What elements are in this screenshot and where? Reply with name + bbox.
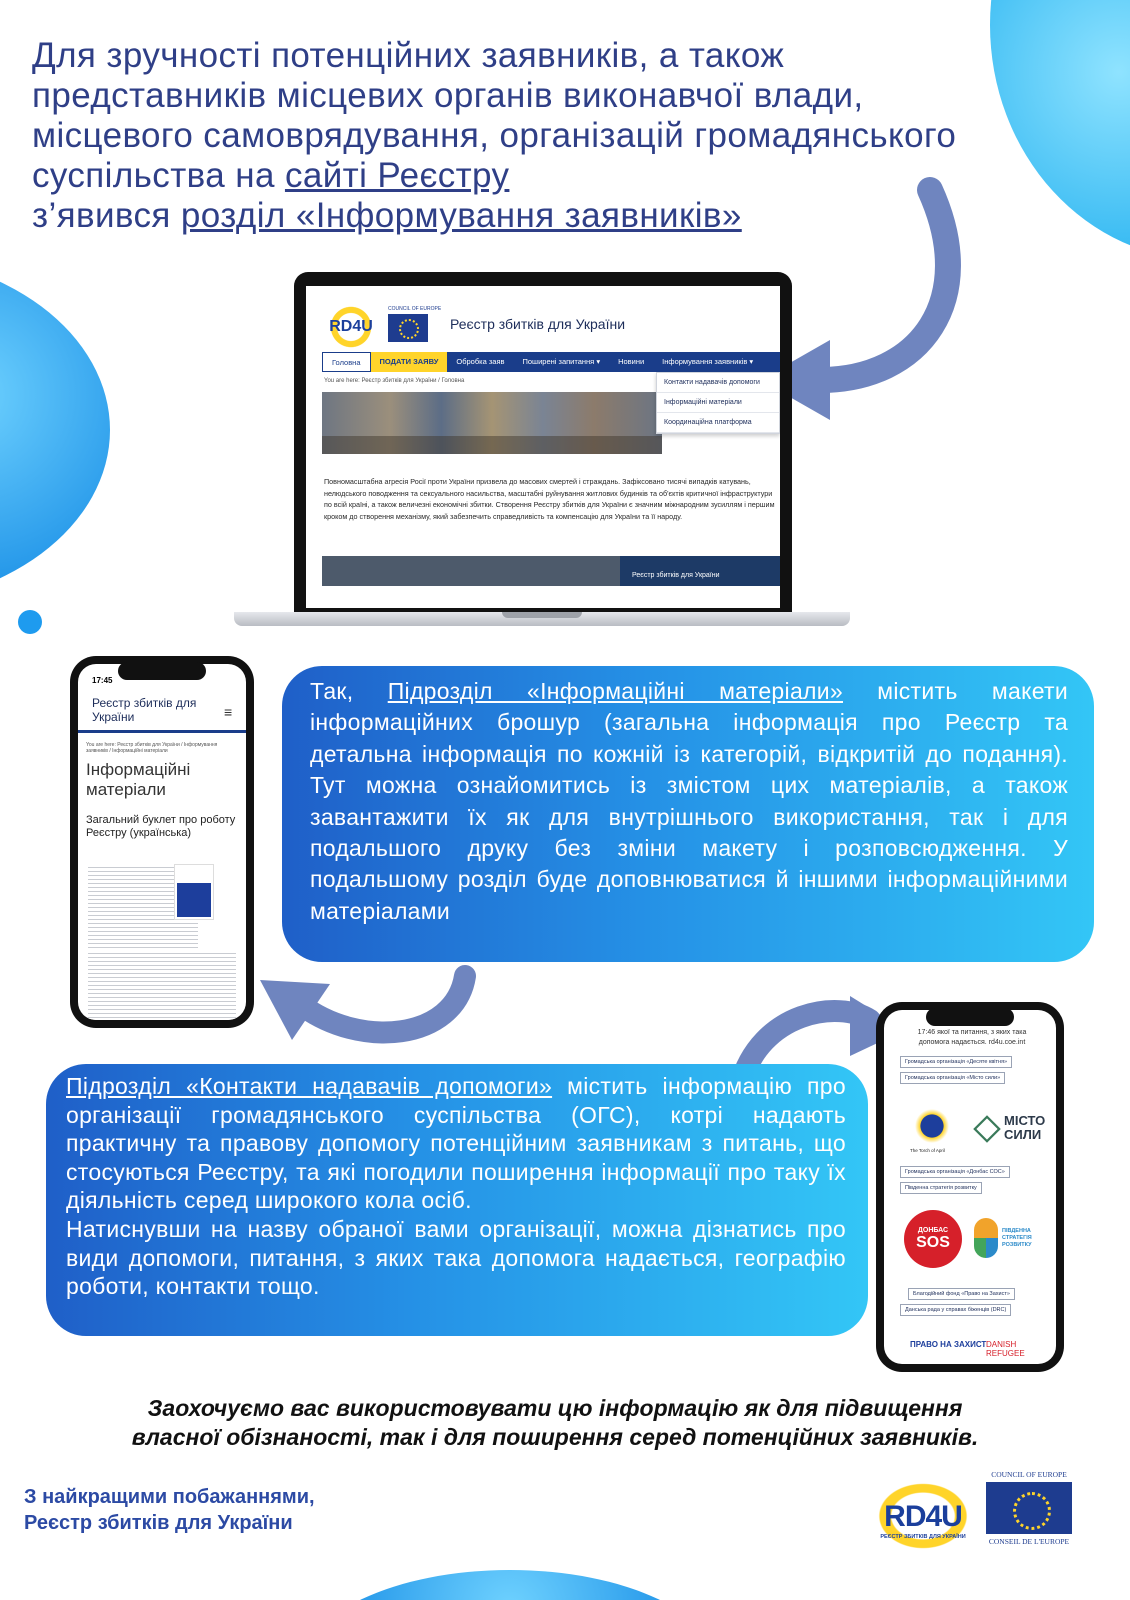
signoff (24, 1484, 315, 1536)
decorative-circle-top-right (990, 0, 1130, 260)
phone-dynamic-island (926, 1008, 1014, 1026)
phone2-header-text: 17:46 якої та питання, з яких така допомога надається. rd4u.coe.int (917, 1029, 1027, 1046)
phone-site-title: Реєстр збитків для України (92, 696, 197, 724)
rd4u-logo[interactable]: RD4U (324, 306, 378, 348)
phone-nav-bar (78, 730, 246, 733)
nav-inform-applicants[interactable]: Інформування заявників ▾ (662, 357, 754, 366)
nav-processing[interactable]: Обробка заяв (456, 357, 505, 366)
contacts-info-box (46, 1064, 868, 1336)
banner-photo (322, 392, 662, 454)
misto-syly-logo[interactable]: МІСТО СИЛИ (974, 1114, 1046, 1144)
phone-contacts-mockup (876, 1002, 1064, 1372)
breadcrumb: You are here: Реєстр збитків для України / Головна (324, 378, 465, 384)
org-button-donbas-sos[interactable]: Громадська організація «Донбас СОС» (900, 1166, 1010, 1178)
nav-submit-claim[interactable]: ПОДАТИ ЗАЯВУ (371, 352, 448, 372)
site-nav (322, 352, 780, 372)
council-of-europe-footer-logo: COUNCIL OF EUROPE CONSEIL DE L'EUROPE (984, 1470, 1074, 1546)
headline-text: Для зручності потенційних заявників, а також представників місцевих органів виконавчої влади, місцевого самоврядування, організацій громадянського суспільства на (32, 36, 957, 195)
box2-text-p2: Натиснувши на назву обраної вами організації, можна дізнатись про види допомоги, питання, з яких така допомога надається, географію роботи, контакти тощо. (66, 1215, 846, 1300)
decorative-circle-bottom (300, 1570, 720, 1600)
status-time: 17:45 (92, 676, 113, 685)
nav-news[interactable]: Новини (618, 357, 645, 366)
org-button-pravo-na-zakhyst[interactable]: Благодійний фонд «Право на Захист» (908, 1288, 1015, 1300)
phone-breadcrumb: You are here: Реєстр збитків для України / Інформування заявників / Інформаційні матеріали (86, 742, 218, 754)
site-title: Реєстр збитків для України (450, 316, 626, 332)
danish-refugee-council-logo[interactable]: DANISH REFUGEE (986, 1340, 1025, 1358)
nav-faq[interactable]: Поширені запитання ▾ (522, 357, 601, 366)
decorative-dot (18, 610, 42, 634)
registry-site-link[interactable]: сайті Реєстру (284, 156, 510, 195)
org-button-april10[interactable]: Громадська організація «Десяте квітня» (900, 1056, 1012, 1068)
phone-page-heading: Інформаційні матеріали (86, 760, 191, 799)
phone-materials-mockup (70, 656, 254, 1028)
laptop-mockup (234, 272, 850, 632)
hamburger-menu-icon[interactable]: ≡ (224, 704, 233, 720)
rd4u-footer-logo: RD4U РЕЄСТР ЗБИТКІВ ДЛЯ УКРАЇНИ (874, 1480, 972, 1552)
site-footer-strip: Реєстр збитків для України (322, 556, 780, 586)
org-button-drc[interactable]: Данська рада у справах біженців (DRC) (900, 1304, 1011, 1316)
signoff-line2: Реєстр збитків для України (24, 1512, 293, 1534)
laptop-notch (502, 612, 582, 618)
torch-of-april-caption: The Torch of April (910, 1148, 945, 1153)
dropdown-item-contacts[interactable]: Контакти надавачів допомоги (657, 373, 779, 393)
booklet-cover-preview (174, 864, 214, 920)
phone-dynamic-island (118, 662, 206, 680)
south-strategy-logo[interactable]: ПІВДЕННА СТРАТЕГІЯ РОЗВИТКУ (974, 1218, 1054, 1258)
contacts-subsection-link[interactable]: Підрозділ «Контакти надавачів допомоги» (66, 1073, 553, 1099)
torch-of-april-logo[interactable] (912, 1106, 952, 1146)
footer-logos (874, 1470, 1074, 1590)
nav-home[interactable]: Головна (322, 352, 371, 372)
phone-screen (884, 1010, 1056, 1364)
inform-applicants-dropdown (656, 372, 780, 434)
org-button-south-strategy[interactable]: Південна стратегія розвитку (900, 1182, 982, 1194)
inform-applicants-section-link[interactable]: розділ «Інформування заявників» (180, 196, 742, 235)
dropdown-item-coordination[interactable]: Координаційна платформа (657, 413, 779, 433)
donbas-sos-logo[interactable]: ДОНБАС SOS (904, 1210, 962, 1268)
signoff-line1: З найкращими побажаннями, (24, 1486, 315, 1508)
pravo-na-zakhyst-logo[interactable]: ПРАВО НА ЗАХИСТ (910, 1340, 987, 1349)
phone-screen (78, 664, 246, 1020)
headline-text-mid: з’явився (32, 196, 181, 235)
box1-text-pre: Так, (310, 678, 388, 704)
site-intro-text: Повномасштабна агресія Росії проти України призвела до масових смертей і страждань. Зафіксовано тисячі випадків катувань, нелюдського поводження та сексуального насильства, масштабні руйнування житлових будинків та об'єктів критичної інфраструктури по всій країні, а також величезні економічні збитки. Створення Реєстру збитків для України є значним міжнародним зусиллям і першим кроком до створення механізму, який забезпечить справедливість та компенсацію для України та її народу. (324, 477, 775, 521)
closing-message: Заохочуємо вас використовувати цю інформацію як для підвищення власної обізнаності, так і для поширення серед потенційних заявників. (131, 1395, 979, 1450)
materials-subsection-link[interactable]: Підрозділ «Інформаційні матеріали» (387, 678, 843, 704)
council-of-europe-logo: COUNCIL OF EUROPE (388, 306, 436, 348)
laptop-screen (306, 286, 780, 608)
arrow-to-phone1 (240, 940, 490, 1070)
dropdown-item-materials[interactable]: Інформаційні матеріали (657, 393, 779, 413)
booklet-preview-page2 (88, 950, 236, 1020)
box1-text: містить макети інформаційних брошур (загальна інформація про Реєстр та детальна інформація по кожній із категорій, відкритій до подання). Тут можна ознайомитись із змістом цих матеріалів, а також завантажити їх як для внутрішнього використання, так і для подальшого друку без зміни макету і розповсюдження. У подальшому розділ буде доповнюватися й іншими інформаційними матеріалами (310, 678, 1069, 924)
materials-info-box (282, 666, 1094, 962)
org-button-misto-syly[interactable]: Громадська організація «Місто сили» (900, 1072, 1005, 1084)
booklet-link[interactable]: Загальний буклет про роботу Реєстру (українська) (86, 814, 236, 839)
site-header (306, 300, 780, 354)
decorative-circle-left (0, 255, 110, 605)
box2-text-p1: містить інформацію про організації громадянського суспільства (ОГС), котрі надають практичну та правову допомогу потенційним заявникам з питань, що стосуються Реєстру, та які погодили поширення інформації про таку їх діяльність серед широкого кола осіб. (66, 1073, 846, 1214)
